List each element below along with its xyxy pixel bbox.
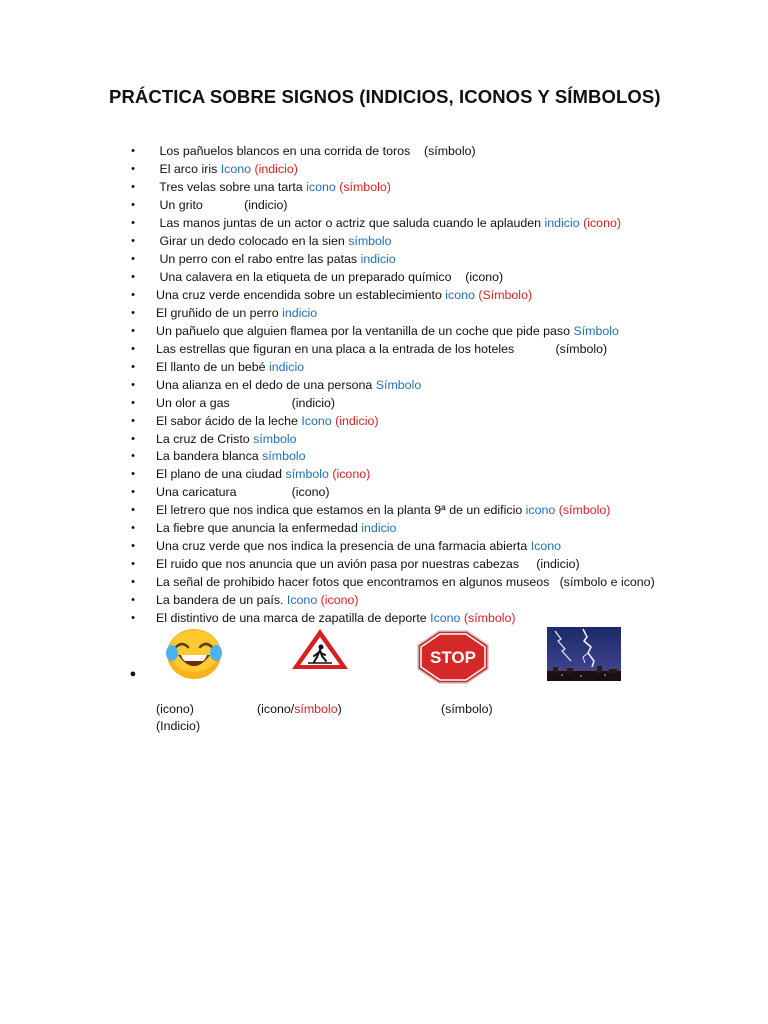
- item-text: [156, 520, 396, 538]
- item-description: Una calavera en la etiqueta de un preparado químico: [156, 269, 466, 284]
- bullet-icon: •: [131, 558, 135, 571]
- label-indicio: (Indicio): [156, 719, 201, 733]
- item-text: [156, 341, 607, 359]
- item-text: [156, 269, 503, 287]
- bullet-icon: •: [131, 234, 135, 247]
- label-icono-simbolo: [257, 702, 342, 716]
- svg-text:STOP: STOP: [430, 648, 476, 667]
- item-correction: (símbolo): [463, 611, 516, 626]
- item-text: [156, 395, 335, 413]
- label-simbolo-part: símbolo: [294, 702, 338, 716]
- item-answer: símbolo: [262, 449, 306, 464]
- item-description: Las manos juntas de un actor o actriz que saluda cuando le aplauden: [156, 215, 545, 230]
- bullet-icon: •: [131, 468, 135, 481]
- bullet-icon: •: [131, 378, 135, 391]
- item-description: La señal de prohibido hacer fotos que encontramos en algunos museos: [156, 575, 560, 590]
- item-description: La cruz de Cristo: [156, 431, 254, 446]
- bullet-icon: •: [131, 612, 135, 625]
- item-text: [156, 359, 304, 377]
- item-answer-plain: (símbolo e icono): [559, 575, 655, 590]
- item-answer: Símbolo: [573, 323, 619, 338]
- item-correction: (icono): [332, 467, 371, 482]
- item-answer-plain: (símbolo): [423, 144, 476, 158]
- bullet-icon: •: [131, 360, 135, 373]
- bullet-icon: •: [131, 576, 135, 589]
- item-answer: indicio: [360, 251, 396, 266]
- label-icono-part: (icono/: [257, 702, 295, 716]
- item-description: Girar un dedo colocado en la sien: [156, 233, 349, 248]
- item-text: [156, 592, 359, 610]
- item-text: [156, 179, 391, 197]
- item-answer: Icono: [530, 539, 562, 554]
- item-description: La bandera de un país.: [156, 593, 287, 608]
- item-answer: Icono: [220, 161, 252, 176]
- item-correction: (Símbolo): [478, 287, 533, 302]
- item-answer-plain: (icono): [465, 269, 504, 284]
- item-description: El gruñido de un perro: [156, 305, 283, 320]
- item-description: Los pañuelos blancos en una corrida de toros: [156, 144, 424, 158]
- item-answer: Icono: [286, 593, 318, 608]
- label-icono: (icono): [156, 702, 194, 716]
- item-description: Una alianza en el dedo de una persona: [156, 377, 376, 392]
- item-answer-plain: (icono): [291, 485, 330, 500]
- item-text: [156, 215, 621, 233]
- item-answer: indicio: [268, 359, 305, 374]
- item-description: Una cruz verde que nos indica la presencia de una farmacia abierta: [156, 539, 531, 554]
- stop-sign-image: [417, 630, 489, 684]
- item-answer: icono: [525, 503, 556, 518]
- item-description: El plano de una ciudad: [156, 467, 286, 482]
- bullet-icon: •: [131, 342, 135, 355]
- item-text: [156, 610, 516, 628]
- item-text: [156, 305, 317, 323]
- item-answer: icono: [445, 287, 475, 302]
- item-text: [156, 233, 392, 251]
- item-text: [156, 538, 561, 556]
- bullet-icon: •: [131, 450, 135, 463]
- item-answer: símbolo: [253, 431, 297, 446]
- item-description: Un pañuelo que alguien flamea por la ventanilla de un coche que pide paso: [156, 323, 574, 338]
- item-text: [156, 323, 619, 341]
- item-text: [156, 161, 298, 179]
- item-answer-plain: (símbolo): [555, 341, 608, 356]
- item-correction: (símbolo): [558, 503, 611, 518]
- item-answer: símbolo: [348, 233, 392, 248]
- item-description: El llanto de un bebé: [156, 359, 269, 374]
- item-answer: indicio: [361, 521, 397, 536]
- lightning-photo-image: [547, 627, 621, 681]
- bullet-icon: •: [131, 288, 135, 301]
- item-description: Un olor a gas: [156, 395, 292, 410]
- item-answer-plain: (indicio): [244, 197, 288, 212]
- item-text: [156, 197, 288, 215]
- item-answer: símbolo: [285, 467, 329, 482]
- item-answer-plain: (indicio): [536, 557, 580, 572]
- bullet-icon: •: [131, 270, 135, 283]
- item-text: [156, 484, 330, 502]
- bullet-icon: •: [131, 252, 135, 265]
- bullet-icon: •: [131, 145, 135, 157]
- item-text: [156, 574, 655, 592]
- item-text: [156, 287, 532, 305]
- item-text: [156, 431, 297, 449]
- bullet-icon: •: [131, 396, 135, 409]
- item-description: Una caricatura: [156, 485, 292, 500]
- item-description: El ruido que nos anuncia que un avión pasa por nuestras cabezas: [156, 557, 537, 572]
- item-description: El arco iris: [156, 161, 221, 176]
- item-correction: (símbolo): [339, 179, 391, 194]
- item-description: El sabor ácido de la leche: [156, 413, 302, 428]
- item-answer: indicio: [282, 305, 318, 320]
- item-text: [156, 556, 580, 574]
- bullet-icon: •: [131, 486, 135, 499]
- item-answer: icono: [306, 179, 336, 194]
- item-text: [156, 251, 396, 269]
- item-description: Tres velas sobre una tarta: [156, 179, 307, 194]
- item-description: Una cruz verde encendida sobre un establecimiento: [156, 287, 446, 302]
- item-text: [156, 466, 370, 484]
- bullet-icon: •: [131, 306, 135, 319]
- bullet-icon: •: [131, 504, 135, 517]
- label-close-part: ): [337, 702, 342, 716]
- item-description: La bandera blanca: [156, 449, 263, 464]
- item-text: [156, 502, 610, 520]
- item-correction: (icono): [583, 215, 621, 230]
- item-description: La fiebre que anuncia la enfermedad: [156, 521, 362, 536]
- item-correction: (indicio): [335, 413, 379, 428]
- bullet-icon: •: [131, 180, 135, 193]
- item-description: Un perro con el rabo entre las patas: [156, 251, 361, 266]
- item-text: [156, 143, 476, 161]
- pedestrian-warning-sign-image: [290, 627, 350, 671]
- item-description: El distintivo de una marca de zapatilla de deporte: [156, 611, 431, 626]
- bullet-icon: ●: [129, 668, 137, 680]
- images-row: [0, 627, 768, 683]
- item-description: Las estrellas que figuran en una placa a la entrada de los hoteles: [156, 341, 556, 356]
- item-correction: (icono): [320, 593, 359, 608]
- item-text: [156, 413, 379, 431]
- item-answer: indicio: [544, 215, 580, 230]
- item-description: Un grito: [156, 197, 245, 212]
- bullet-icon: •: [131, 198, 135, 211]
- page-title: PRÁCTICA SOBRE SIGNOS (INDICIOS, ICONOS Y SÍMBOLOS): [109, 86, 661, 107]
- bullet-icon: •: [131, 432, 135, 445]
- bullet-icon: •: [131, 216, 135, 229]
- item-answer: Símbolo: [375, 377, 422, 392]
- item-text: [156, 448, 306, 466]
- bullet-icon: •: [131, 594, 135, 607]
- label-simbolo: (símbolo): [441, 702, 493, 716]
- laughing-emoji-image: [162, 627, 226, 681]
- bullet-icon: •: [131, 324, 135, 337]
- item-answer-plain: (indicio): [291, 395, 336, 410]
- bullet-icon: •: [131, 414, 135, 427]
- bullet-icon: •: [131, 522, 135, 535]
- item-text: [156, 377, 421, 395]
- item-answer: Icono: [301, 413, 332, 428]
- bullet-icon: •: [131, 540, 135, 553]
- item-answer: Icono: [430, 611, 461, 626]
- item-description: El letrero que nos indica que estamos en la planta 9ª de un edificio: [156, 503, 526, 518]
- bullet-icon: •: [131, 162, 135, 175]
- item-correction: (indicio): [254, 161, 298, 176]
